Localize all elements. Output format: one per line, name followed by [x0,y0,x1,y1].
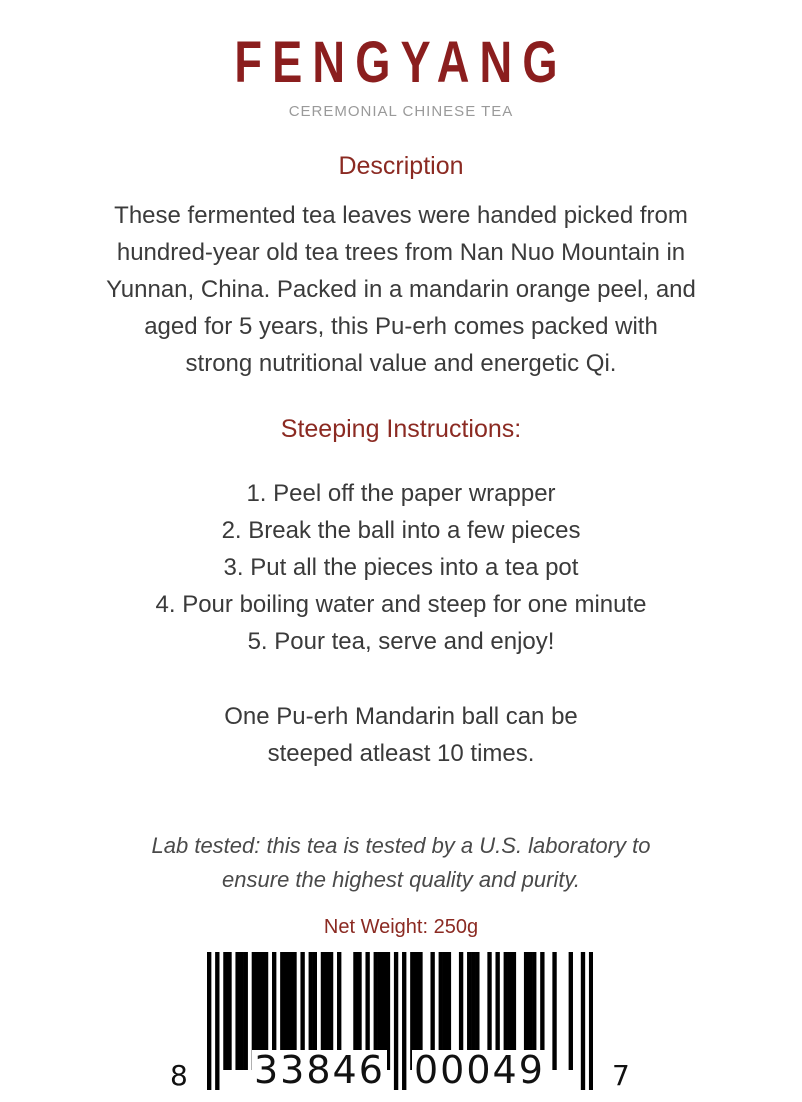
description-line: hundred-year old tea trees from Nan Nuo Mountain in [116,239,686,266]
lab-tested-note [0,829,802,897]
description-body [0,197,802,382]
barcode-check-digit: 7 [612,1056,630,1096]
barcode-bar [569,952,573,1070]
lab-tested-line: ensure the highest quality and purity. [222,867,580,892]
steeping-step: 1. Peel off the paper wrapper [246,480,556,507]
net-weight: Net Weight: 250g [323,916,479,938]
barcode-bar [207,952,211,1090]
barcode-bar [402,952,406,1090]
steeping-step: 5. Pour tea, serve and enjoy! [247,628,555,655]
barcode-bar [589,952,593,1090]
description-line: aged for 5 years, this Pu-erh comes packed with [144,313,658,340]
description-line: strong nutritional value and energetic Qi. [185,350,617,377]
brand-tagline: CEREMONIAL CHINESE TEA [288,103,514,120]
description-line: These fermented tea leaves were handed picked from [114,202,688,229]
barcode-bar [244,952,248,1070]
barcode-bar [215,952,219,1090]
barcode-left-digits: 33846 [254,1048,385,1092]
steeping-note-line: steeped atleast 10 times. [267,740,535,767]
brand-logo: FENGYANG [234,30,568,95]
lab-tested-line: Lab tested: this tea is tested by a U.S. laboratory to [151,833,651,858]
barcode-number-system-digit: 8 [170,1056,188,1096]
steeping-note [0,698,802,772]
barcode-bar [552,952,556,1070]
barcode-bar [394,952,398,1090]
barcode-right-digits: 00049 [414,1048,545,1092]
steeping-heading: Steeping Instructions: [280,415,522,443]
steeping-step: 3. Put all the pieces into a tea pot [223,554,579,581]
barcode-bar [235,952,239,1070]
barcode-bar [223,952,227,1070]
description-heading: Description [338,152,464,180]
description-line: Yunnan, China. Packed in a mandarin orange peel, and [106,276,696,303]
steeping-steps [0,475,802,660]
barcode-bar [581,952,585,1090]
steeping-step: 4. Pour boiling water and steep for one minute [155,591,647,618]
steeping-note-line: One Pu-erh Mandarin ball can be [224,703,578,730]
barcode-bar [227,952,231,1070]
barcode-bar [240,952,244,1070]
steeping-step: 2. Break the ball into a few pieces [221,517,581,544]
